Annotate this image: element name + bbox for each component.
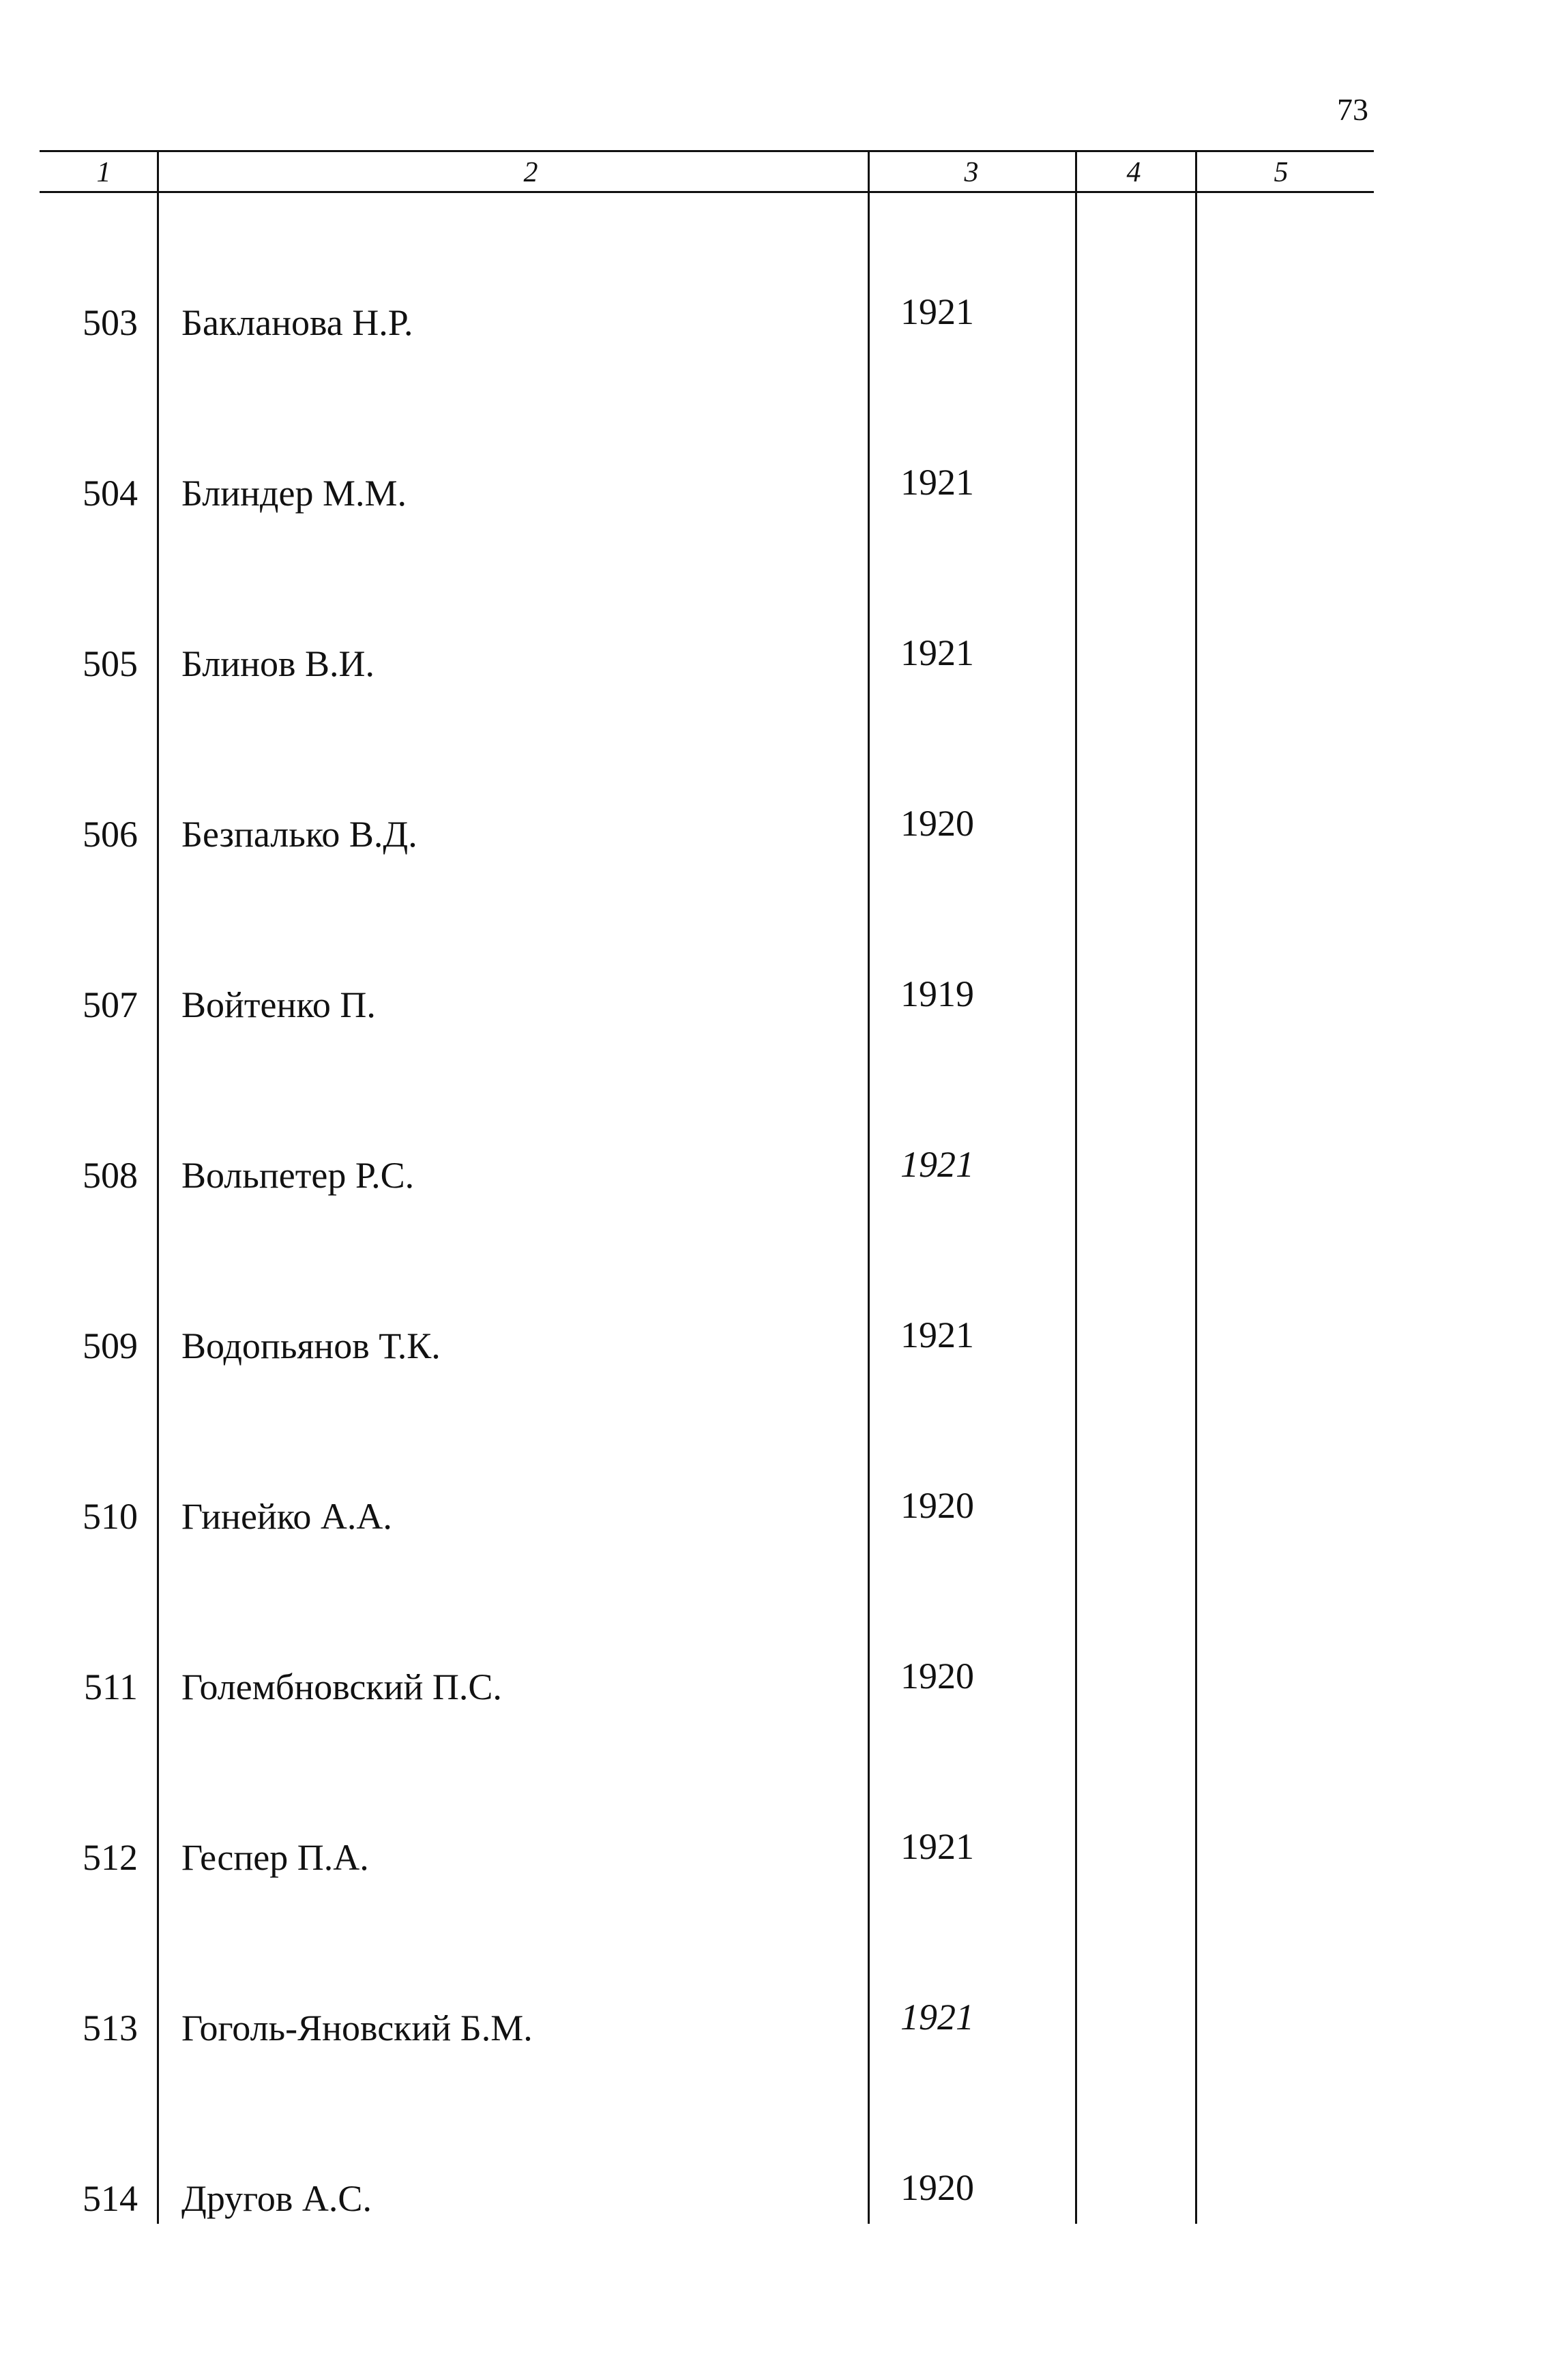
- row-name: Блиндер М.М.: [181, 473, 407, 514]
- row-name: Гоголь-Яновский Б.М.: [181, 2008, 533, 2048]
- row-year: 1920: [900, 1656, 974, 1696]
- row-year: 1921: [900, 1314, 974, 1355]
- row-name: Другов А.С.: [181, 2178, 372, 2219]
- row-name: Водопьянов Т.К.: [181, 1325, 441, 1366]
- row-name: Гинейко А.А.: [181, 1496, 392, 1537]
- row-year: 1919: [900, 973, 974, 1014]
- row-name: Войтенко П.: [181, 984, 376, 1025]
- page-number: 73: [1337, 92, 1368, 127]
- row-number: 510: [83, 1496, 138, 1537]
- row-year: 1921: [900, 1997, 974, 2038]
- row-year: 1921: [900, 632, 974, 673]
- row-name: Блинов В.И.: [181, 643, 375, 684]
- column-header-1: 1: [96, 157, 111, 188]
- row-number: 507: [83, 984, 138, 1025]
- row-year: 1921: [900, 1826, 974, 1867]
- row-year: 1921: [900, 462, 974, 503]
- row-year: 1921: [900, 291, 974, 332]
- column-header-5: 5: [1274, 157, 1289, 188]
- row-name: Безпалько В.Д.: [181, 814, 417, 855]
- row-year: 1920: [900, 1485, 974, 1526]
- row-name: Бакланова Н.Р.: [181, 302, 413, 343]
- row-name: Вольпетер Р.С.: [181, 1155, 415, 1196]
- row-number: 509: [83, 1325, 138, 1366]
- row-year: 1920: [900, 803, 974, 844]
- row-year: 1921: [900, 1144, 974, 1185]
- row-number: 505: [83, 643, 138, 684]
- row-name: Геспер П.А.: [181, 1837, 369, 1878]
- row-number: 513: [83, 2008, 138, 2048]
- row-number: 512: [83, 1837, 138, 1878]
- row-number: 511: [84, 1666, 138, 1707]
- row-year: 1920: [900, 2167, 974, 2208]
- column-header-2: 2: [523, 157, 538, 188]
- column-header-4: 4: [1126, 157, 1141, 188]
- row-number: 508: [83, 1155, 138, 1196]
- row-number: 514: [83, 2178, 138, 2219]
- row-number: 503: [83, 302, 138, 343]
- row-name: Голембновский П.С.: [181, 1666, 502, 1707]
- row-number: 506: [83, 814, 138, 855]
- row-number: 504: [83, 473, 138, 514]
- column-header-3: 3: [964, 157, 979, 188]
